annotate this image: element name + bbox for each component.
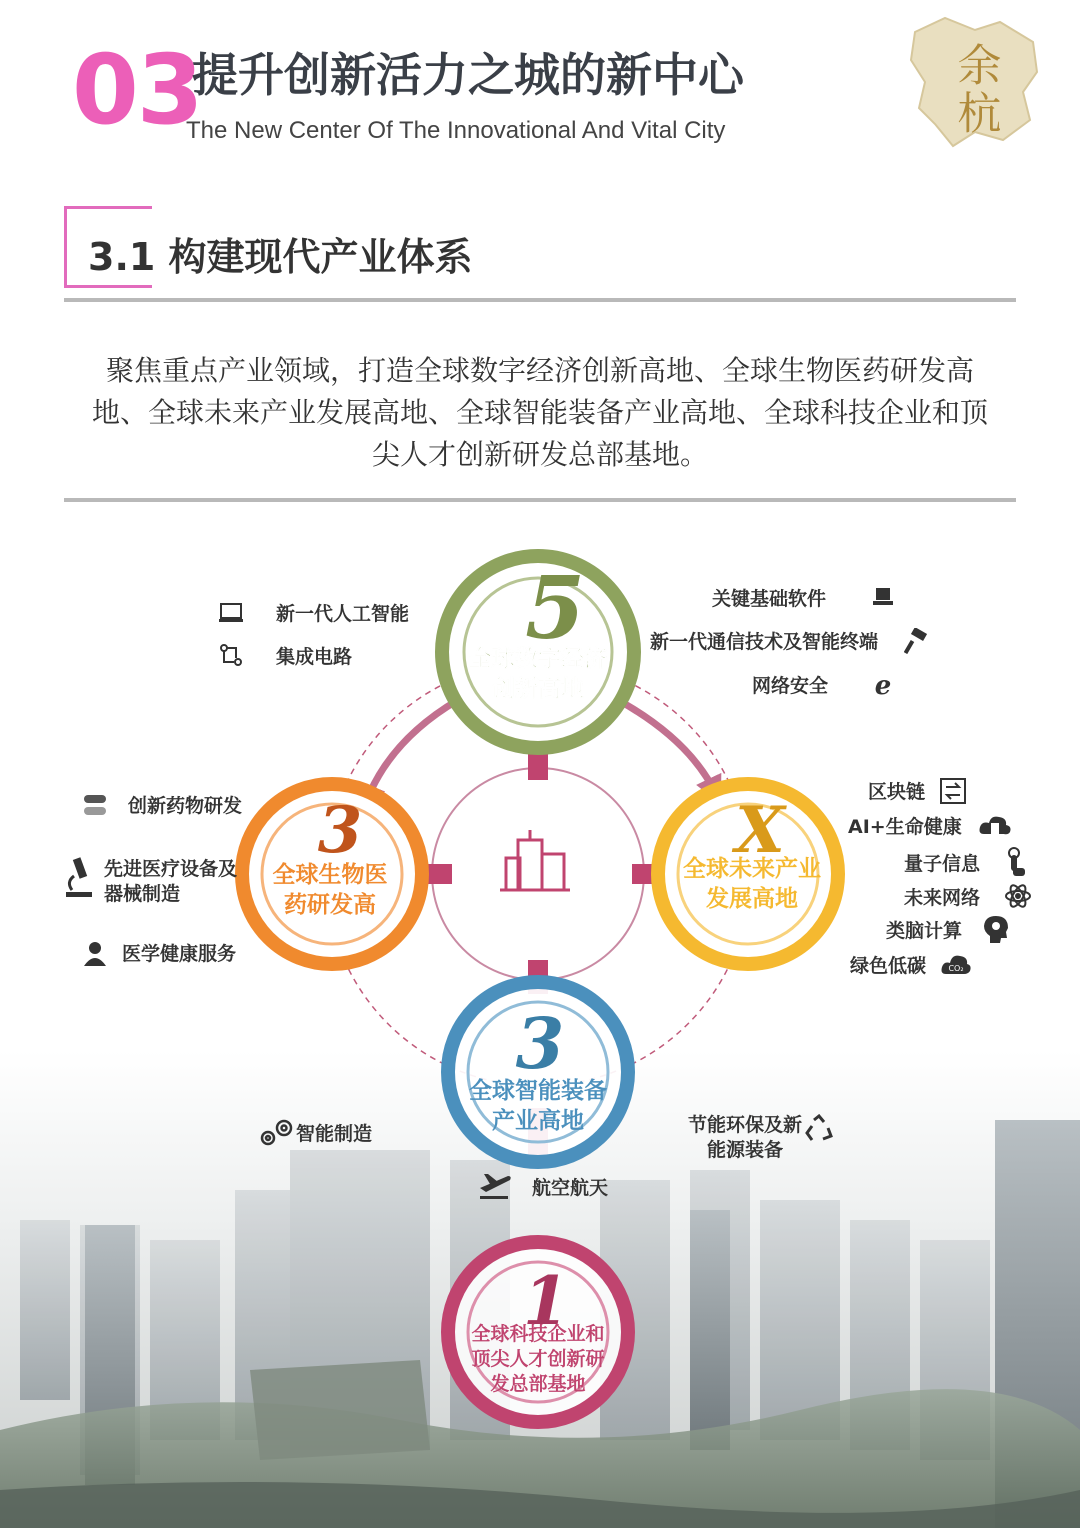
divider-bottom bbox=[64, 498, 1016, 502]
label-lowcarbon: 绿色低碳 bbox=[850, 955, 927, 977]
label-quantum: 量子信息 bbox=[904, 853, 981, 875]
doctor-icon bbox=[82, 940, 108, 966]
icon-ai-health bbox=[978, 812, 1012, 842]
icon-circuit bbox=[218, 642, 244, 672]
icon-manufacturing bbox=[258, 1118, 294, 1154]
svg-text:CO₂: CO₂ bbox=[948, 964, 964, 973]
page-subtitle-en: The New Center Of The Innovational And Vital City bbox=[186, 117, 726, 144]
arrow-to-left bbox=[366, 700, 458, 802]
page-title: 提升创新活力之城的新中心 bbox=[192, 48, 744, 102]
label-aerospace: 航空航天 bbox=[532, 1177, 609, 1199]
icon-security bbox=[870, 672, 896, 702]
hub-left-label-2: 药研发高 bbox=[284, 892, 376, 918]
hub-right-label-1: 全球未来产业 bbox=[683, 856, 821, 882]
browser-e-icon bbox=[870, 672, 896, 698]
label-blockchain: 区块链 bbox=[868, 781, 926, 803]
label-telecom: 新一代通信技术及智能终端 bbox=[650, 631, 879, 653]
hub-base-label-3: 发总部基地 bbox=[490, 1373, 586, 1395]
icon-energy bbox=[804, 1114, 834, 1148]
laptop-icon bbox=[870, 584, 896, 610]
label-manufacturing: 智能制造 bbox=[296, 1123, 373, 1145]
cloud-phone-icon bbox=[978, 812, 1012, 838]
hub-top-label-2: 创新高地 bbox=[492, 676, 584, 702]
icon-brain bbox=[982, 914, 1010, 948]
monitor-icon bbox=[218, 600, 244, 626]
hub-digital-economy bbox=[442, 556, 634, 748]
hub-right-label-2: 发展高地 bbox=[706, 886, 798, 912]
icon-quantum bbox=[1004, 846, 1028, 882]
label-energy: 节能环保及新能源装备 bbox=[687, 1114, 802, 1161]
icon-software bbox=[870, 584, 896, 614]
label-circuit: 集成电路 bbox=[276, 646, 353, 668]
section-number: 03 bbox=[72, 34, 202, 146]
plane-icon bbox=[478, 1170, 512, 1200]
icon-lowcarbon bbox=[940, 950, 972, 982]
label-medical: 先进医疗设备及器械制造 bbox=[104, 858, 238, 905]
icon-telecom bbox=[904, 628, 930, 658]
hub-bottom-label-1: 全球智能装备 bbox=[469, 1078, 607, 1104]
hammer-icon bbox=[904, 628, 930, 654]
inner-ring bbox=[432, 768, 644, 980]
hub-bottom-label-2: 产业高地 bbox=[492, 1108, 584, 1134]
atom-icon bbox=[1004, 882, 1032, 910]
hub-left-label-1: 全球生物医 bbox=[272, 862, 388, 888]
icon-health bbox=[82, 940, 108, 970]
icon-aerospace bbox=[478, 1170, 512, 1204]
section-title-frame-top bbox=[64, 206, 152, 209]
hub-top-label-1: 全球数字经济 bbox=[469, 646, 607, 672]
label-drug: 创新药物研发 bbox=[128, 795, 243, 817]
hub-top-number: 5 bbox=[525, 558, 585, 659]
icon-drug bbox=[82, 792, 108, 822]
label-health: 医学健康服务 bbox=[122, 943, 237, 965]
connector-top bbox=[528, 754, 548, 780]
pill-icon bbox=[82, 792, 108, 818]
hub-base-label-2: 顶尖人才创新研 bbox=[471, 1348, 605, 1370]
gears-icon bbox=[258, 1118, 294, 1150]
section-title: 3.1 构建现代产业体系 bbox=[88, 235, 473, 279]
icon-network bbox=[1004, 882, 1032, 914]
divider-top bbox=[64, 298, 1016, 302]
yuhang-map-logo bbox=[905, 12, 1045, 152]
industry-system-diagram bbox=[0, 540, 1080, 1528]
svg-text:e: e bbox=[874, 672, 892, 698]
co2-cloud-icon bbox=[940, 950, 972, 978]
recycle-icon bbox=[804, 1114, 834, 1144]
hub-left-number: 3 bbox=[317, 793, 363, 868]
touch-icon bbox=[1004, 846, 1028, 878]
hub-base-number: 1 bbox=[523, 1262, 569, 1340]
icon-medical bbox=[62, 856, 94, 904]
circuit-icon bbox=[218, 642, 244, 668]
label-software: 关键基础软件 bbox=[712, 588, 827, 610]
icon-ai bbox=[218, 600, 244, 630]
label-ai: 新一代人工智能 bbox=[276, 603, 410, 625]
microscope-icon bbox=[62, 856, 94, 900]
hub-biomedicine bbox=[242, 784, 422, 964]
arrow-to-right bbox=[618, 700, 716, 794]
head-gear-icon bbox=[982, 914, 1010, 944]
label-network: 未来网络 bbox=[904, 887, 981, 909]
hub-future-industry bbox=[658, 784, 838, 964]
exchange-icon bbox=[940, 778, 966, 804]
label-ai-health: AI+生命健康 bbox=[848, 816, 962, 838]
icon-blockchain bbox=[940, 778, 966, 808]
intro-paragraph: 聚焦重点产业领域，打造全球数字经济创新高地、全球生物医药研发高地、全球未来产业发展高地、全球智能装备产业高地、全球科技企业和顶尖人才创新研发总部基地。 bbox=[91, 354, 988, 471]
hub-smart-equipment bbox=[448, 982, 628, 1162]
logo-text: 余杭 bbox=[949, 42, 1001, 138]
label-security: 网络安全 bbox=[752, 675, 829, 697]
label-brain: 类脑计算 bbox=[886, 920, 963, 942]
hub-right-number: X bbox=[735, 793, 785, 868]
hub-hq-base bbox=[448, 1242, 628, 1422]
hub-base-label-1: 全球科技企业和 bbox=[471, 1323, 605, 1345]
hub-bottom-number: 3 bbox=[515, 1002, 565, 1085]
